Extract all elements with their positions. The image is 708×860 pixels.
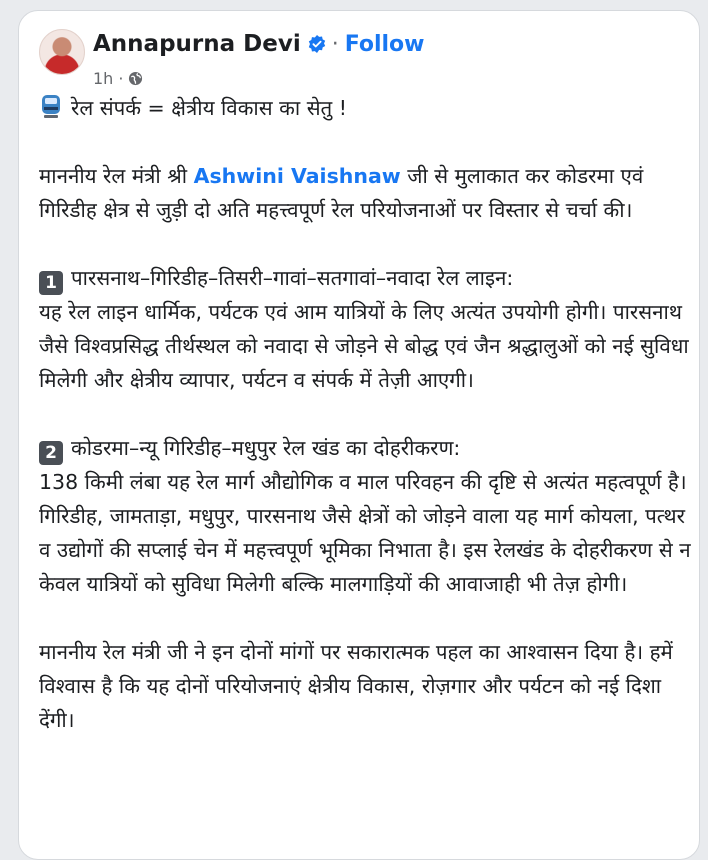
follow-button[interactable]: Follow: [344, 31, 425, 57]
globe-icon[interactable]: [128, 71, 143, 86]
intro-before: माननीय रेल मंत्री श्री: [39, 164, 194, 188]
item-1: [39, 261, 699, 397]
item-2-title: कोडरमा–न्यू गिरिडीह–मधुपुर रेल खंड का दोहरीकरण:: [71, 436, 461, 460]
separator-dot: ·: [331, 31, 339, 57]
item-1-text: यह रेल लाइन धार्मिक, पर्यटक एवं आम यात्रियों के लिए अत्यंत उपयोगी होगी। पारसनाथ जैसे विश्वप्रसिद्ध तीर्थस्थल को नवादा से जोड़ने से बोद्ध एवं जैन श्रद्धालुओं को नई सुविधा मिलेगी और क्षेत्रीय व्यापार, पर्यटन व संपर्क में तेज़ी आएगी।: [39, 300, 689, 392]
keycap-2-icon: 2: [39, 441, 63, 465]
intro-after: जी से मुलाकात कर कोडरमा एवं गिरिडीह क्षेत्र से जुड़ी दो अति महत्त्वपूर्ण रेल परियोजनाओं पर विस्तार से चर्चा की।: [39, 164, 644, 222]
item-2: [39, 431, 699, 601]
post-time[interactable]: 1h: [93, 69, 114, 88]
closing-paragraph: माननीय रेल मंत्री जी ने इन दोनों मांगों पर सकारात्मक पहल का आश्वासन दिया है। हमें विश्वास है कि यह दोनों परियोजनाएं क्षेत्रीय विकास, रोज़गार और पर्यटन को नई दिशा देंगी।: [39, 640, 673, 732]
item-1-title: पारसनाथ–गिरिडीह–तिसरी–गावां–सतगावां–नवादा रेल लाइन:: [71, 266, 514, 290]
post-body: [39, 91, 699, 771]
meta-dot: ·: [118, 69, 124, 88]
post-title-line: [39, 91, 699, 125]
keycap-1-icon: 1: [39, 271, 63, 295]
train-emoji-icon: [39, 94, 63, 120]
post-meta: [93, 69, 143, 88]
mention-link[interactable]: Ashwini Vaishnaw: [193, 164, 401, 188]
intro-paragraph: [39, 159, 699, 227]
verified-badge-icon: [308, 35, 326, 53]
author-avatar[interactable]: [39, 29, 85, 75]
post-title: रेल संपर्क = क्षेत्रीय विकास का सेतु !: [71, 96, 347, 120]
post-card: [18, 10, 700, 860]
item-2-text: 138 किमी लंबा यह रेल मार्ग औद्योगिक व माल परिवहन की दृष्टि से अत्यंत महत्वपूर्ण है। गिरिडीह, जामताड़ा, मधुपुर, पारसनाथ जैसे क्षेत्रों को जोड़ने वाला यह मार्ग कोयला, पत्थर व उद्योगों की सप्लाई चेन में महत्त्वपूर्ण भूमिका निभाता है। इस रेलखंड के दोहरीकरण से न केवल यात्रियों को सुविधा मिलेगी बल्कि मालगाड़ियों की आवाजाही भी तेज़ होगी।: [39, 470, 691, 596]
author-row: [93, 31, 425, 57]
author-name[interactable]: Annapurna Devi: [93, 31, 301, 57]
